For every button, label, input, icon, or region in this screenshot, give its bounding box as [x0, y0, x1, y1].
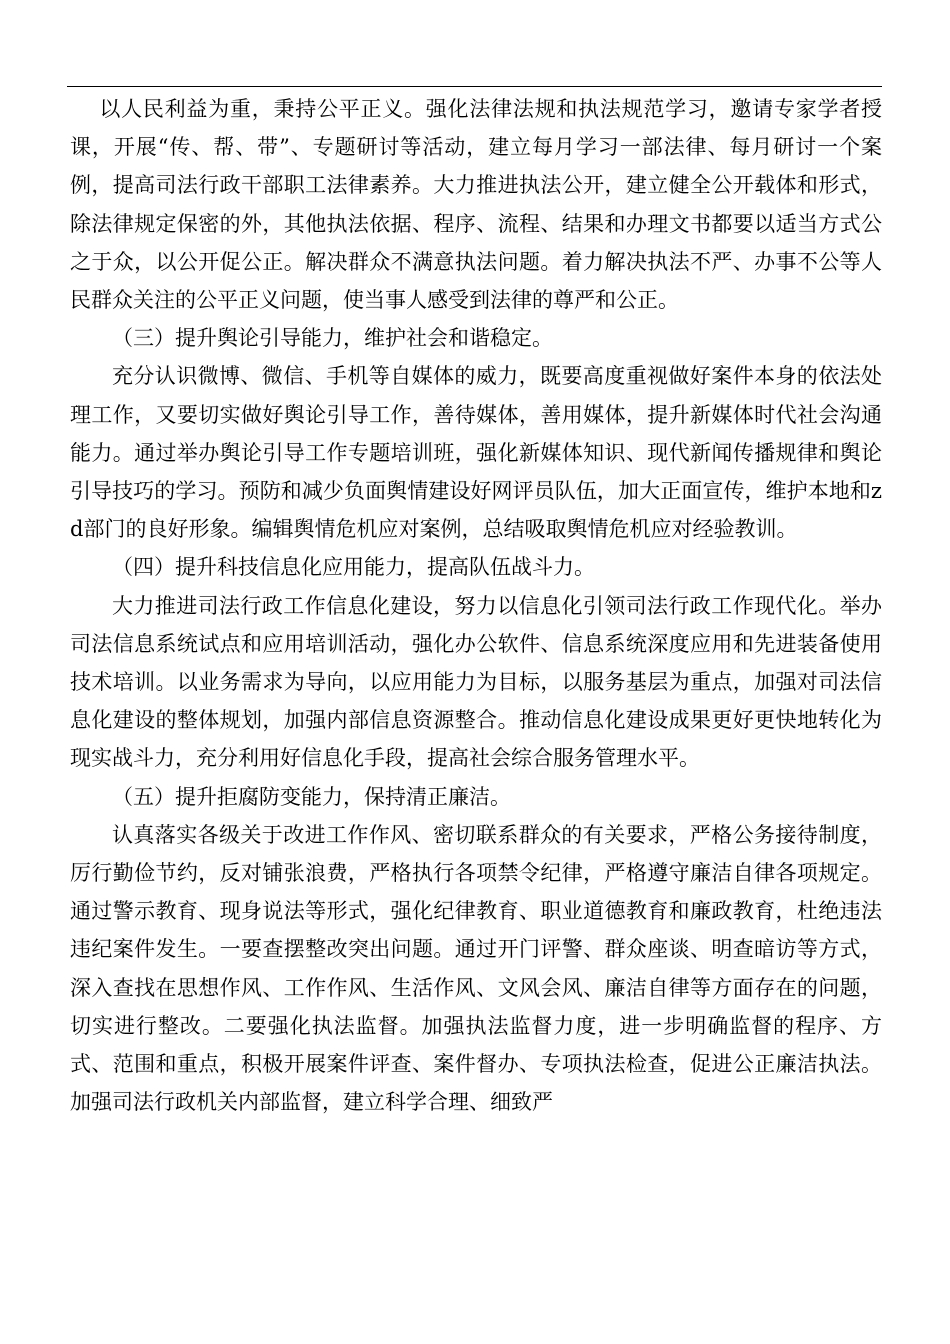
- document-body: [70, 90, 882, 1121]
- paragraph-anti-corruption: 认真落实各级关于改进工作作风、密切联系群众的有关要求，严格公务接待制度，厉行勤俭节约，反对铺张浪费，严格执行各项禁令纪律，严格遵守廉洁自律各项规定。通过警示教育、现身说法等形式，强化纪律教育、职业道德教育和廉政教育，杜绝违法违纪案件发生。一要查摆整改突出问题。通过开门评警、群众座谈、明查暗访等方式，深入查找在思想作风、工作作风、生活作风、文风会风、廉洁自律等方面存在的问题，切实进行整改。二要强化执法监督。加强执法监督力度，进一步明确监督的程序、方式、范围和重点，积极开展案件评查、案件督办、专项执法检查，促进公正廉洁执法。加强司法行政机关内部监督，建立科学合理、细致严: [70, 822, 882, 1115]
- paragraph-informatization: 大力推进司法行政工作信息化建设，努力以信息化引领司法行政工作现代化。举办司法信息系统试点和应用培训活动，强化办公软件、信息系统深度应用和先进装备使用技术培训。以业务需求为导向，以应用能力为目标，以服务基层为重点，加强对司法信息化建设的整体规划，加强内部信息资源整合。推动信息化建设成果更好更快地转化为现实战斗力，充分利用好信息化手段，提高社会综合服务管理水平。: [70, 593, 882, 771]
- header-rule: [67, 86, 882, 87]
- section-heading-3: （三）提升舆论引导能力，维护社会和谐稳定。: [112, 326, 553, 351]
- paragraph-public-opinion: 充分认识微博、微信、手机等自媒体的威力，既要高度重视做好案件本身的依法处理工作，又要切实做好舆论引导工作，善待媒体，善用媒体，提升新媒体时代社会沟通能力。通过举办舆论引导工作专题培训班，强化新媒体知识、现代新闻传播规律和舆论引导技巧的学习。预防和减少负面舆情建设好网评员队伍，加大正面宣传，维护本地和zd部门的良好形象。编辑舆情危机应对案例，总结吸取舆情危机应对经验教训。: [70, 364, 882, 542]
- section-heading-5: （五）提升拒腐防变能力，保持清正廉洁。: [112, 784, 511, 809]
- section-heading-4: （四）提升科技信息化应用能力，提高队伍战斗力。: [112, 555, 595, 580]
- paragraph-continuation-fairness: 以人民利益为重，秉持公平正义。强化法律法规和执法规范学习，邀请专家学者授课，开展“传、帮、带”、专题研讨等活动，建立每月学习一部法律、每月研讨一个案例，提高司法行政干部职工法律素养。大力推进执法公开，建立健全公开载体和形式，除法律规定保密的外，其他执法依据、程序、流程、结果和办理文书都要以适当方式公之于众，以公开促公正。解决群众不满意执法问题。着力解决执法不严、办事不公等人民群众关注的公平正义问题，使当事人感受到法律的尊严和公正。: [70, 97, 882, 313]
